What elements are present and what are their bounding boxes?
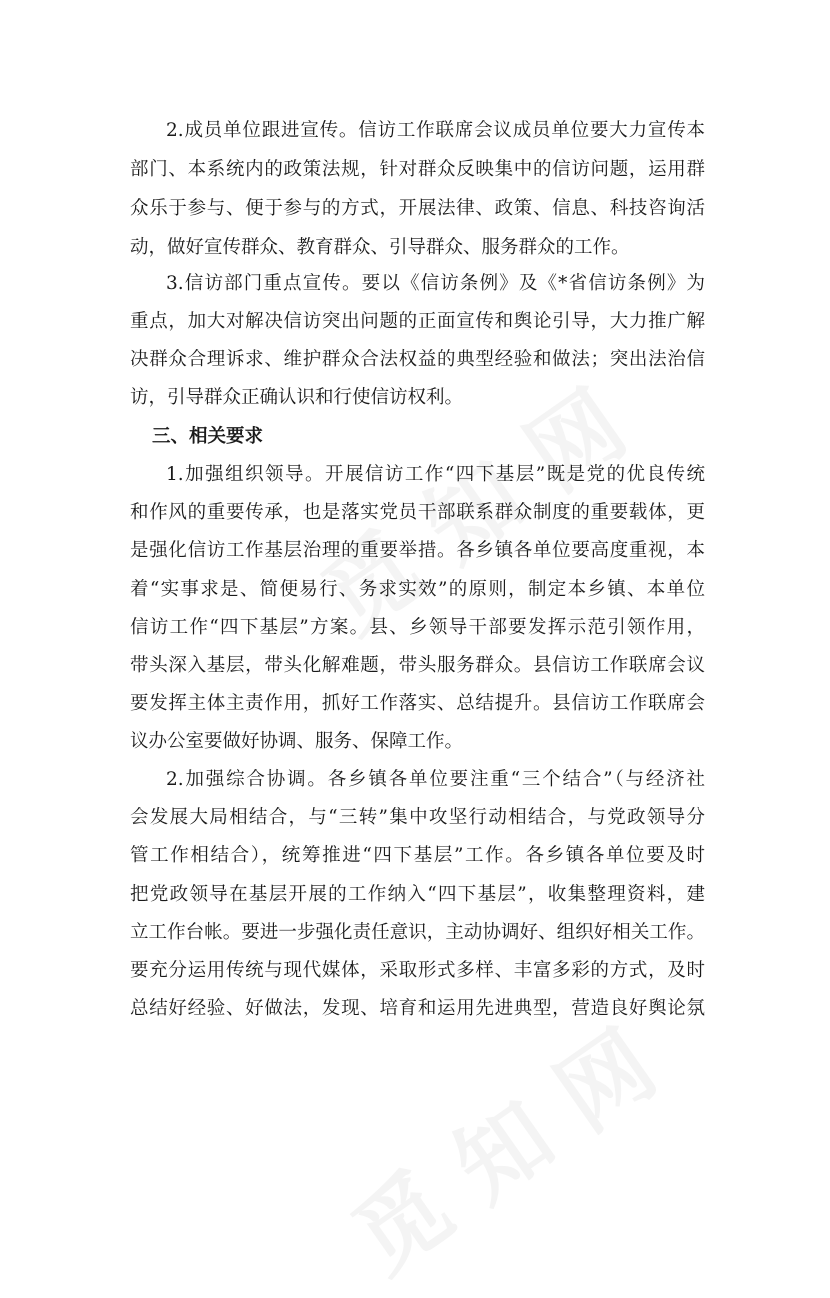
- watermark: [323, 994, 677, 1297]
- text-line: 众乐于参与、便于参与的方式，开展法律、政策、信息、科技咨询活: [130, 198, 705, 219]
- text-line: 动，做好宣传群众、教育群众、引导群众、服务群众的工作。: [130, 237, 630, 258]
- text-line: 要发挥主体主责作用，抓好工作落实、总结提升。县信访工作联席会: [130, 693, 705, 714]
- text-line: 访，引导群众正确认识和行使信访权利。: [130, 387, 464, 408]
- text-line: 立工作台帐。要进一步强化责任意识，主动协调好、组织好相关工作。: [130, 922, 705, 943]
- text-line: 要充分运用传统与现代媒体，采取形式多样、丰富多彩的方式，及时: [130, 960, 705, 981]
- text-line: 1.加强组织领导。开展信访工作“四下基层”既是党的优良传统: [166, 464, 705, 485]
- text-line: 带头深入基层，带头化解难题，带头服务群众。县信访工作联席会议: [130, 655, 705, 676]
- text-line: 着“实事求是、简便易行、务求实效”的原则，制定本乡镇、本单位: [130, 579, 705, 600]
- text-line: 决群众合理诉求、维护群众合法权益的典型经验和做法；突出法治信: [130, 349, 705, 370]
- text-line: 管工作相结合），统筹推进“四下基层”工作。各乡镇各单位要及时: [130, 845, 705, 866]
- text-line: 信访工作“四下基层”方案。县、乡领导干部要发挥示范引领作用，: [130, 617, 705, 638]
- text-line: 把党政领导在基层开展的工作纳入“四下基层”，收集整理资料，建: [130, 884, 705, 905]
- text-line: 重点，加大对解决信访突出问题的正面宣传和舆论引导，大力推广解: [130, 311, 705, 332]
- text-line: 3.信访部门重点宣传。要以《信访条例》及《*省信访条例》为: [166, 273, 705, 294]
- text-line: 2.成员单位跟进宣传。信访工作联席会议成员单位要大力宣传本: [166, 120, 705, 141]
- text-line: 部门、本系统内的政策法规，针对群众反映集中的信访问题，运用群: [130, 159, 705, 180]
- text-line: 总结好经验、好做法，发现、培育和运用先进典型，营造良好舆论氛: [130, 998, 705, 1019]
- section-heading: 三、相关要求: [152, 426, 264, 447]
- text-line: 议办公室要做好协调、服务、保障工作。: [130, 731, 464, 752]
- text-line: 2.加强综合协调。各乡镇各单位要注重“三个结合”（与经济社: [166, 769, 705, 790]
- text-line: 是强化信访工作基层治理的重要举措。各乡镇各单位要高度重视，本: [130, 540, 705, 561]
- text-line: 会发展大局相结合，与“三转”集中攻坚行动相结合，与党政领导分: [130, 807, 705, 828]
- text-line: 和作风的重要传承，也是落实党员干部联系群众制度的重要载体，更: [130, 502, 705, 523]
